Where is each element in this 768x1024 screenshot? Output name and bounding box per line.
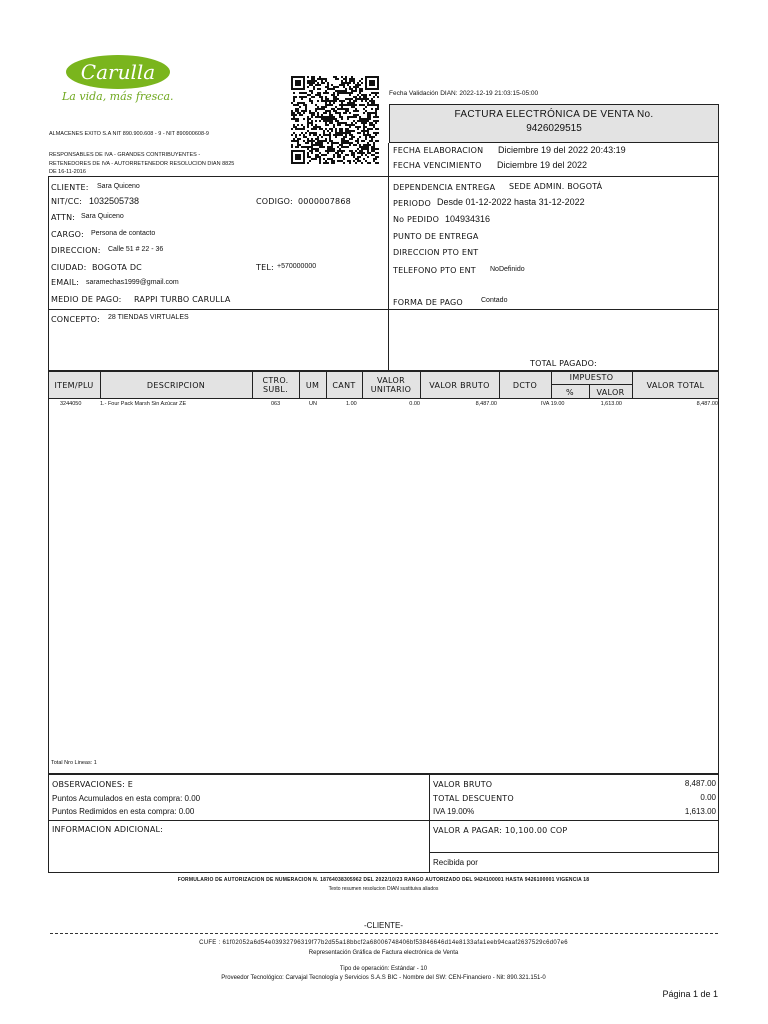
cufe: CUFE : 61f02052a6d54e03932796319f77b2d55a18bbcf2a68006748406bf53846646d14e8133afa1eeb94caaf2637529c6d07e6 xyxy=(199,940,568,946)
label-direccion: DIRECCION: xyxy=(51,246,101,255)
label-cargo: CARGO: xyxy=(51,230,84,239)
observaciones-line-2: Puntos Redimidos en esta compra: 0.00 xyxy=(52,807,195,816)
label-total-pagado: TOTAL PAGADO: xyxy=(530,359,597,368)
qr-code xyxy=(291,76,379,164)
fecha-vencimiento: Diciembre 19 del 2022 xyxy=(497,160,588,170)
row-valor-unitario: 0.00 xyxy=(409,401,420,407)
cliente-copy-label: -CLIENTE- xyxy=(363,921,404,930)
totals-divider xyxy=(429,774,430,873)
label-cliente: CLIENTE: xyxy=(51,183,89,192)
header-divider xyxy=(388,143,389,310)
page-number: Página 1 de 1 xyxy=(662,989,718,999)
row-ctro: 063 xyxy=(271,401,281,407)
label-nit: NIT/CC: xyxy=(51,197,83,206)
recibida-por: Recibida por xyxy=(433,858,478,867)
representacion-grafica: Representación Gráfica de Factura electrónica de Venta xyxy=(308,950,459,956)
label-fecha-elaboracion: FECHA ELABORACION xyxy=(393,146,484,155)
cut-line xyxy=(50,933,718,934)
telefono-pto: NoDefinido xyxy=(490,266,525,273)
label-codigo: CODIGO: xyxy=(256,197,293,206)
table-body xyxy=(48,398,719,774)
cliente-value: Sara Quiceno xyxy=(97,183,140,190)
th-item: ITEM/PLU xyxy=(54,380,94,390)
label-ciudad: CIUDAD: xyxy=(51,263,87,272)
issuer-line-3: RETENEDORES DE IVA - AUTORRETENEDOR RESOLUCION DIAN 8825 xyxy=(49,161,235,167)
periodo: Desde 01-12-2022 hasta 31-12-2022 xyxy=(437,197,585,207)
row-valor-bruto: 8,487.00 xyxy=(475,401,497,407)
validation-date: Fecha Validación DIAN: 2022-12-19 21:03:15-05:00 xyxy=(389,90,539,97)
th-valor-unitario: VALOR UNITARIO xyxy=(370,376,412,394)
th-descripcion: DESCRIPCION xyxy=(146,380,206,390)
label-concepto: CONCEPTO: xyxy=(51,315,100,324)
valor-bruto: 8,487.00 xyxy=(684,779,716,788)
row-impuesto-pct: IVA 19.00 xyxy=(541,401,565,407)
th-um: UM xyxy=(305,380,320,390)
label-forma-pago: FORMA DE PAGO xyxy=(393,298,463,307)
th-ctro-subl: CTRO. SUBL. xyxy=(262,376,289,394)
th-valor-bruto: VALOR BRUTO xyxy=(429,380,490,390)
label-attn: ATTN: xyxy=(51,213,76,222)
tipo-operacion: Tipo de operación: Estándar - 10 xyxy=(339,966,428,972)
issuer-line-2: RESPONSABLES DE IVA - GRANDES CONTRIBUYENTES - xyxy=(49,152,201,158)
th-dcto: DCTO xyxy=(512,380,538,390)
email-value: saramechas1999@gmail.com xyxy=(86,279,179,286)
dependencia: SEDE ADMIN. BOGOTÁ xyxy=(509,182,603,191)
invoice-number: 9426029515 xyxy=(526,123,582,134)
resolucion-text: FORMULARIO DE AUTORIZACION DE NUMERACION N. 18764038305962 DEL 2022/10/23 RANGO AUTORIZADO DEL 9424100001 HASTA 9426100001 VIGENCIA 18 xyxy=(177,877,590,883)
fecha-elaboracion: Diciembre 19 del 2022 20:43:19 xyxy=(498,145,626,155)
label-total-descuento: TOTAL DESCUENTO xyxy=(433,794,514,803)
observaciones-label: OBSERVACIONES: E xyxy=(52,780,134,789)
nit-value: 1032505738 xyxy=(89,196,140,206)
issuer-line-1: ALMACENES EXITO S.A NIT 890.900.608 - 9 - NIT 890900608-9 xyxy=(49,131,209,137)
label-tel: TEL: xyxy=(256,263,274,272)
row-cant: 1.00 xyxy=(346,401,357,407)
total-lineas: Total Nro Lineas: 1 xyxy=(51,760,97,766)
proveedor-tecnologico: Proveedor Tecnológico: Carvajal Tecnología y Servicios S.A.S BIC - Nombre del SW: CEN-Financiero - Nit: 890.321.151-0 xyxy=(221,975,546,981)
header-box xyxy=(48,176,719,310)
row-valor-total: 8,487.00 xyxy=(696,401,718,407)
row-um: UN xyxy=(309,401,317,407)
th-impuesto-valor: VALOR xyxy=(596,387,625,397)
texto-resumen: Texto resumen resolucion DIAN sustituiva aliados xyxy=(328,886,439,892)
row-descripcion: 1.- Four Pack Marsh Sin Azúcar ZE xyxy=(100,401,187,407)
label-periodo: PERIODO xyxy=(393,199,431,208)
label-telefono-pto: TELEFONO PTO ENT xyxy=(393,266,476,275)
carulla-logo xyxy=(66,55,170,89)
tel-value: +570000000 xyxy=(277,263,317,270)
row-impuesto-valor: 1,613.00 xyxy=(600,401,622,407)
total-descuento: 0.00 xyxy=(700,793,716,802)
label-dependencia: DEPENDENCIA ENTREGA xyxy=(393,183,496,192)
ciudad-value: BOGOTA DC xyxy=(92,263,142,272)
info-adicional-label: INFORMACION ADICIONAL: xyxy=(52,825,164,834)
label-punto-entrega: PUNTO DE ENTREGA xyxy=(393,232,479,241)
label-pedido: No PEDIDO xyxy=(393,215,440,224)
th-impuesto-pct: % xyxy=(566,387,574,397)
observaciones-line-1: Puntos Acumulados en esta compra: 0.00 xyxy=(52,794,201,803)
invoice-title: FACTURA ELECTRÓNICA DE VENTA No. xyxy=(454,109,654,120)
valor-a-pagar: VALOR A PAGAR: 10,100.00 COP xyxy=(433,826,568,835)
totals-box xyxy=(48,774,719,873)
row-item: 3244050 xyxy=(60,401,82,407)
label-fecha-vencimiento: FECHA VENCIMIENTO xyxy=(393,161,482,170)
th-impuesto: IMPUESTO xyxy=(569,373,614,382)
iva-value: 1,613.00 xyxy=(684,807,716,816)
table-row xyxy=(48,401,719,411)
totals-hline-1 xyxy=(48,820,719,821)
concepto-value: 28 TIENDAS VIRTUALES xyxy=(108,314,189,321)
codigo-value: 0000007868 xyxy=(298,197,351,206)
th-valor-total: VALOR TOTAL xyxy=(646,380,705,390)
label-email: EMAIL: xyxy=(51,278,80,287)
concepto-divider xyxy=(388,309,389,371)
medio-pago-value: RAPPI TURBO CARULLA xyxy=(134,295,231,304)
label-valor-bruto: VALOR BRUTO xyxy=(433,780,493,789)
cargo-value: Persona de contacto xyxy=(91,230,156,237)
logo-text: Carulla xyxy=(80,60,156,84)
totals-hline-2 xyxy=(429,852,719,853)
direccion-value: Calle 51 # 22 - 36 xyxy=(108,246,164,253)
forma-pago: Contado xyxy=(481,297,508,304)
brand-tagline: La vida, más fresca. xyxy=(62,90,174,103)
pedido: 104934316 xyxy=(445,214,491,224)
attn-value: Sara Quiceno xyxy=(81,213,124,220)
label-direccion-pto: DIRECCION PTO ENT xyxy=(393,248,479,257)
issuer-line-4: DE 16-11-2016 xyxy=(49,169,86,175)
label-iva: IVA 19.00% xyxy=(433,807,475,816)
label-medio-pago: MEDIO DE PAGO: xyxy=(51,295,122,304)
header-right-edge xyxy=(718,143,719,177)
th-cant: CANT xyxy=(332,380,356,390)
